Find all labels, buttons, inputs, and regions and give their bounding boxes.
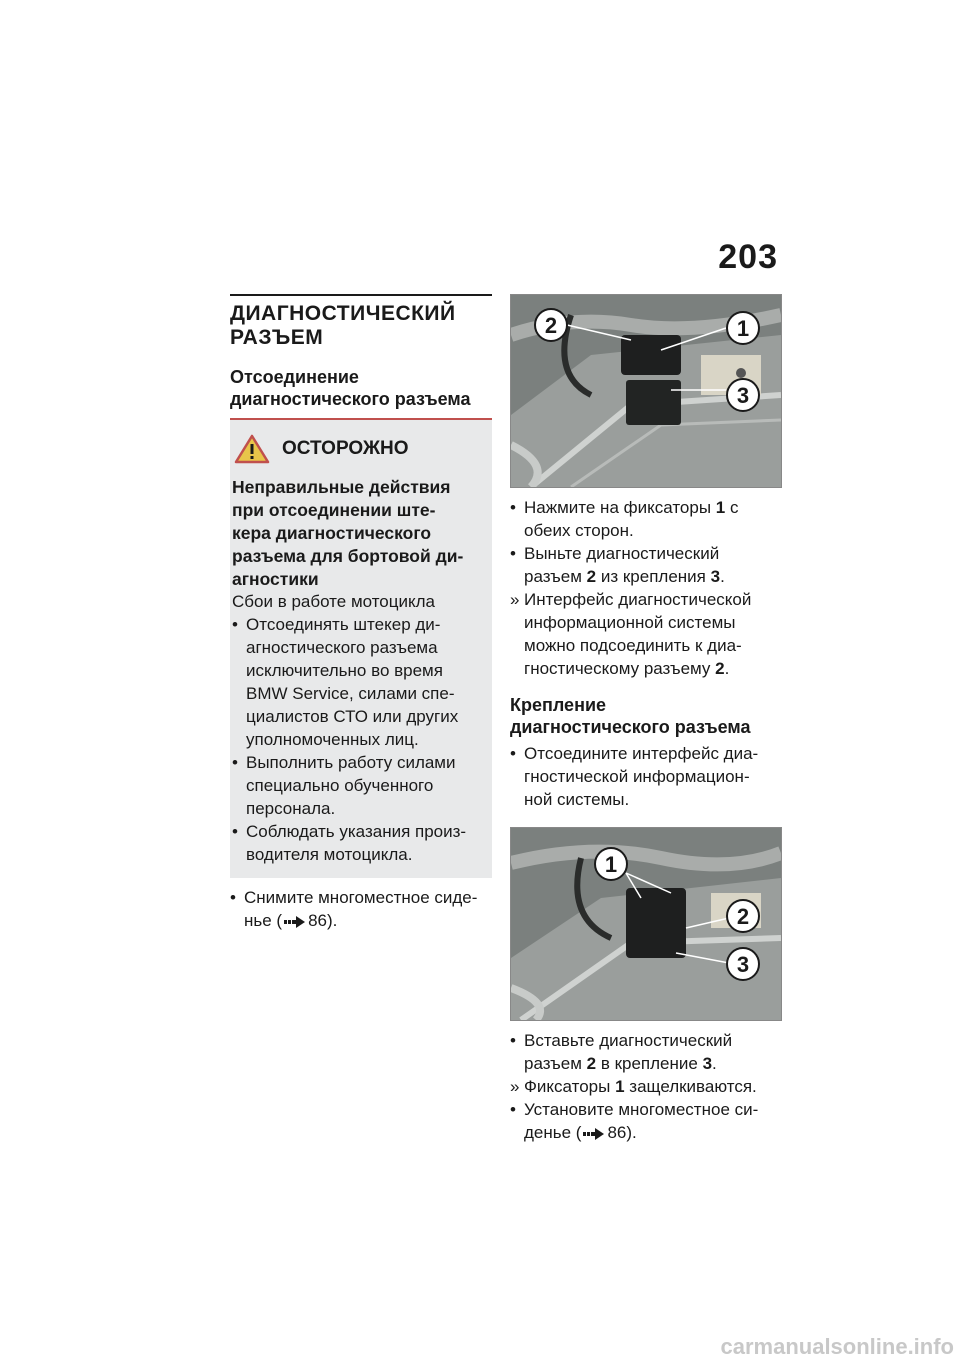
connector-removal-figure <box>510 294 782 488</box>
list-item <box>510 1098 780 1144</box>
text-fragment: нье ( <box>244 911 283 930</box>
callout-label: 3 <box>736 952 750 977</box>
warning-title-line: агностики <box>232 569 319 589</box>
text-fragment: денье ( <box>524 1123 582 1142</box>
page-reference: 86). <box>607 1123 637 1142</box>
bullet-marker: • <box>510 1031 516 1050</box>
list-item: • Выполнить работу силами специально обученного персонала. <box>232 751 482 820</box>
list-item <box>510 496 780 542</box>
list-item <box>510 588 780 680</box>
left-column <box>230 294 492 932</box>
list-item-line <box>524 1121 780 1144</box>
connector-mounting-illustration <box>511 828 781 1020</box>
subsection-title-line1: Крепление <box>510 695 607 715</box>
list-item <box>510 1075 780 1098</box>
list-item-line: Снимите многоместное сиде- <box>244 888 478 907</box>
bullet-marker: • <box>510 1100 516 1119</box>
text-fragment: . <box>712 1054 717 1073</box>
subsection-title <box>510 694 780 738</box>
subsection-title-line2: диагностического разъема <box>230 389 471 409</box>
callout-label: 2 <box>544 313 558 338</box>
section-title-line2: РАЗЪЕМ <box>230 326 324 349</box>
warning-label: ОСТОРОЖНО <box>282 438 409 459</box>
connector-mounting-figure <box>510 827 782 1021</box>
page-reference: 86). <box>308 911 338 930</box>
list-item-line: Вставьте диагностический <box>524 1031 733 1050</box>
text-fragment: разъем <box>524 567 587 586</box>
list-item-line: информационной системы <box>524 613 736 632</box>
text-fragment: . <box>724 659 730 678</box>
list-item-line: BMW Service, силами спе- <box>246 684 455 703</box>
steps-list <box>510 496 780 680</box>
list-item-line: специально обученного <box>246 776 434 795</box>
list-item: • Соблюдать указания произ- водителя мотоцикла. <box>232 820 482 866</box>
section-title-line1: ДИАГНОСТИЧЕСКИЙ <box>230 302 456 325</box>
connector-removal-illustration <box>511 295 781 487</box>
list-item-line <box>244 909 492 932</box>
bullet-marker: • <box>510 744 516 763</box>
list-item-line: Установите многоместное си- <box>524 1100 759 1119</box>
list-item-line: Выньте диагностический <box>524 544 720 563</box>
warning-title-line: при отсоединении ште- <box>232 500 436 520</box>
steps-list <box>510 1029 780 1144</box>
text-fragment: Фиксаторы <box>524 1077 616 1096</box>
page-reference-arrow-icon <box>284 916 306 928</box>
list-item-line: Выполнить работу силами <box>246 753 456 772</box>
callout-label: 3 <box>736 383 750 408</box>
list-item-line <box>524 1075 780 1098</box>
list-item-line: агностического разъема <box>246 638 438 657</box>
result-marker: » <box>510 1077 520 1096</box>
callout-label: 1 <box>604 852 618 877</box>
callout-label: 1 <box>736 316 750 341</box>
list-item-line: Соблюдать указания произ- <box>246 822 467 841</box>
warning-title-line: разъема для бортовой ди- <box>232 546 464 566</box>
list-item-line <box>524 657 780 680</box>
list-item-line: Интерфейс диагностической <box>524 590 752 609</box>
list-item-line: уполномоченных лиц. <box>246 730 419 749</box>
page-reference-arrow-icon <box>583 1128 605 1140</box>
subsection-title-line2: диагностического разъема <box>510 717 751 737</box>
warning-triangle-icon <box>234 434 270 464</box>
bullet-marker: • <box>510 498 516 517</box>
text-fragment: Нажмите на фиксаторы <box>524 498 716 517</box>
warning-title <box>232 476 482 591</box>
reference-number: 2 <box>715 659 725 678</box>
warning-title-line: кера диагностического <box>232 523 432 543</box>
bullet-marker: • <box>510 544 516 563</box>
list-item <box>510 1029 780 1075</box>
reference-number: 1 <box>715 498 726 517</box>
text-fragment: в крепление <box>596 1054 703 1073</box>
warning-header <box>234 434 482 464</box>
list-item-line <box>524 565 780 588</box>
subsection-title-line1: Отсоединение <box>230 367 359 387</box>
list-item-line: Отсоединять штекер ди- <box>246 615 441 634</box>
warning-cause: Сбои в работе мотоцикла <box>232 592 435 611</box>
reference-number: 3 <box>710 567 721 586</box>
list-item <box>510 542 780 588</box>
list-item-line: персонала. <box>246 799 336 818</box>
callout-label: 2 <box>736 904 750 929</box>
text-fragment: из крепления <box>596 567 711 586</box>
section-title <box>230 302 492 350</box>
text-fragment: разъем <box>524 1054 587 1073</box>
list-item-line: гностической информацион- <box>524 767 750 786</box>
warning-box <box>230 420 492 878</box>
list-item-line <box>524 1052 780 1075</box>
watermark: carmanualsonline.info <box>720 1334 954 1359</box>
subsection-title <box>230 366 492 410</box>
warning-list <box>232 613 482 866</box>
reference-number: 1 <box>615 1077 625 1096</box>
list-item-line: исключительно во время <box>246 661 443 680</box>
warning-title-line: Неправильные действия <box>232 477 451 497</box>
reference-number: 2 <box>586 1054 597 1073</box>
steps-list <box>230 886 492 932</box>
list-item: • Снимите многоместное сиде- нье ( 86). <box>230 886 492 932</box>
text-fragment: . <box>720 567 725 586</box>
list-item-line: можно подсоединить к диа- <box>524 636 742 655</box>
list-item-line <box>524 496 780 519</box>
section-rule <box>230 294 492 296</box>
result-marker: » <box>510 590 520 609</box>
list-item <box>510 742 780 811</box>
list-item-line: циалистов СТО или других <box>246 707 459 726</box>
text-fragment: гностическому разъему <box>524 659 716 678</box>
list-item-line: Отсоедините интерфейс диа- <box>524 744 759 763</box>
page-number: 203 <box>718 238 778 276</box>
text-fragment: защелкиваются. <box>624 1077 757 1096</box>
list-item-line: обеих сторон. <box>524 521 634 540</box>
text-fragment: с <box>725 498 739 517</box>
list-item-line: ной системы. <box>524 790 630 809</box>
list-item-line: водителя мотоцикла. <box>246 845 413 864</box>
list-item: • Отсоединять штекер ди- агностического разъема исключительно во время BMW Service, силами спе- циалистов СТО или других уполномоченных лиц. <box>232 613 482 751</box>
right-column <box>510 294 780 1144</box>
steps-list <box>510 742 780 811</box>
reference-number: 2 <box>586 567 597 586</box>
reference-number: 3 <box>702 1054 713 1073</box>
